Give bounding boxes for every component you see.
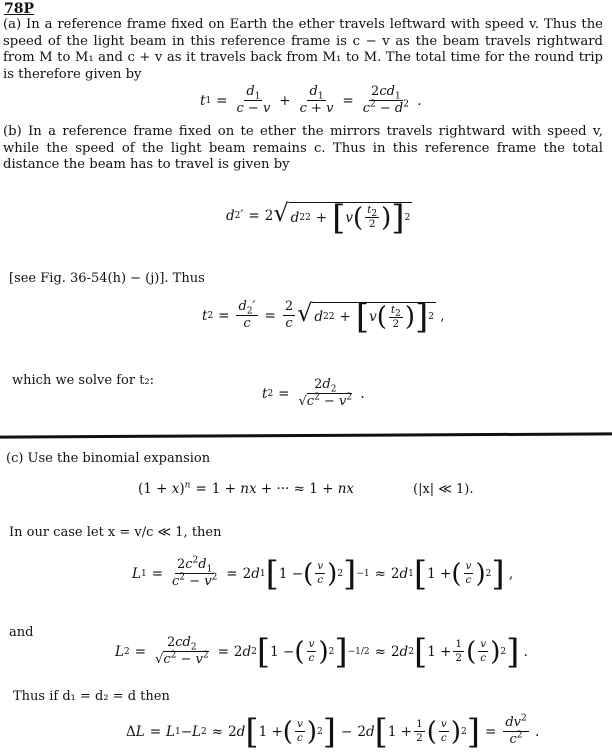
- and-text: and: [9, 625, 34, 640]
- see-figure-text: [see Fig. 36-54(h) − (j)]. Thus: [9, 271, 205, 286]
- part-b-paragraph: (b) In a reference frame fixed on te ether the mirrors travels rightward with speed v, while the speed of the light beam remains c. Thus in this reference frame the total distance the beam has to travel is given by: [3, 124, 603, 172]
- equation-t2-expanded: t 2 = $\frac{d_2'}{c}$ = $\frac{2}{c}$ √ d 2 2 + [ v ( $\frac{t_2}{2}$ ) ] 2 ,: [202, 297, 445, 337]
- solve-for-text: which we solve for t₂:: [12, 373, 155, 388]
- part-c-paragraph: (c) Use the binomial expansion: [6, 451, 211, 466]
- equation-t1: t 1 = $\frac{d_1}{c - v}$ + $\frac{d_1}{c + v}$ = $\frac{2cd_1}{c^2 - d^2}$ .: [200, 84, 422, 116]
- equation-L2: L 2 = $\frac{2cd_2}{√c^2 - v^2}$ = 2 d 2 [ 1 − ( $\frac{v}{c}$ ) 2 ] −1/2 ≈ 2 d 2 [ 1 + $\frac{1}{2}$ ( $\frac{v}{c}$ ) 2 ] .: [115, 631, 528, 672]
- equation-binomial: $(1 + x)^n$ = 1 + nx + ··· ≈ 1 + nx: [138, 480, 355, 497]
- binomial-condition: (|x| ≪ 1).: [413, 482, 474, 497]
- problem-heading: 78P: [4, 1, 35, 17]
- section-divider: [0, 432, 612, 438]
- equation-delta-L: Δ L = L 1 − L 2 ≈ 2 d [ 1 + ( $\frac{v}{c}$ ) 2 ] − 2 d [ 1 + $\frac{1}{2}$ ( $\frac{v}{c}$ ) 2 ] = $\frac{dv^2}{c^2}$ .: [126, 711, 540, 752]
- equation-d2-prime: d 2 ′ = 2 √ d 2 2 + [ v ( $\frac{t_2}{2}$ ) ] 2: [226, 197, 411, 238]
- our-case-text: In our case let x = v/c ≪ 1, then: [9, 525, 222, 540]
- equation-L1: L 1 = $\frac{2c^2d_1}{c^2 - v^2}$ = 2 d 1 [ 1 − ( $\frac{v}{c}$ ) 2 ] −1 ≈ 2 d 1 [ 1 + ( $\frac{v}{c}$ ) 2 ] ,: [132, 553, 514, 594]
- equation-t2-result: t 2 = $\frac{2d_2}{√c^2 - v^2}$ .: [262, 377, 365, 409]
- thus-if-text: Thus if d₁ = d₂ = d then: [13, 689, 170, 704]
- part-a-paragraph: (a) In a reference frame fixed on Earth the ether travels leftward with speed v. Thus the speed of the light beam in this reference frame is c − v as the beam travels rightward from M to M₁ and c + v as it travels back from M₁ to M. The total time for the round trip is therefore given by: [3, 17, 603, 82]
